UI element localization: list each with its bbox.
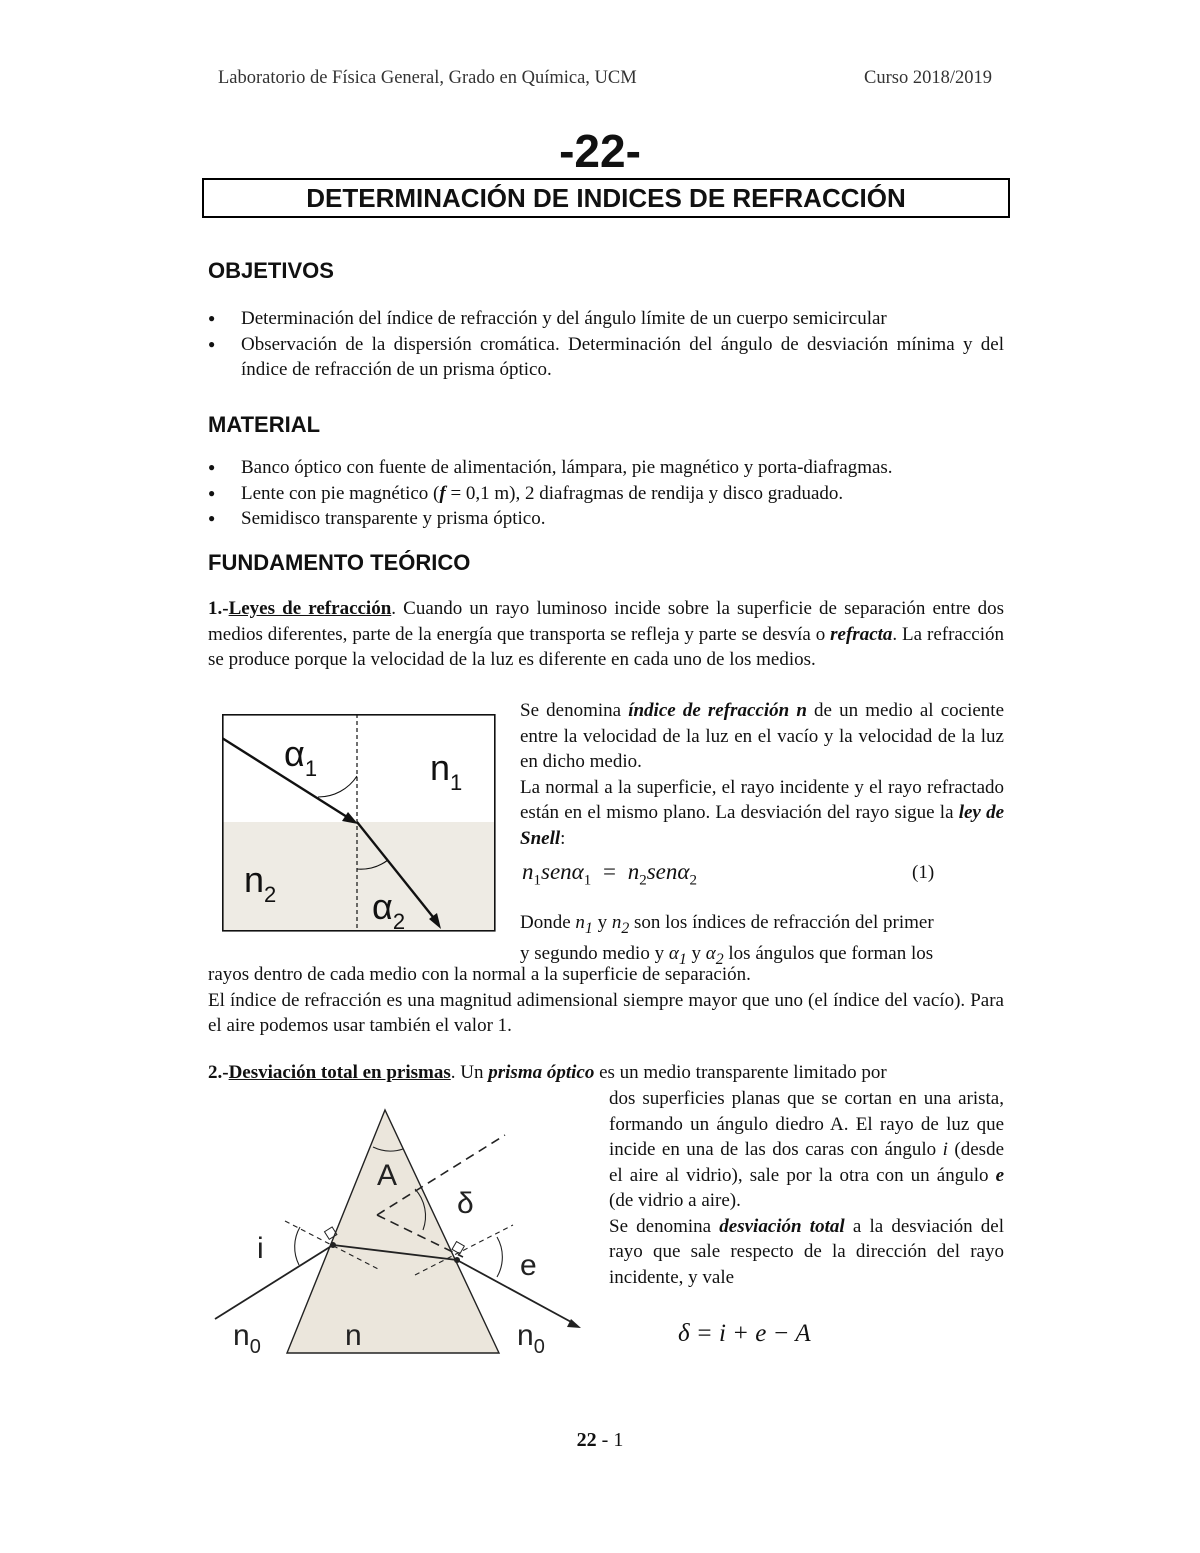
snell-t2: de un medio al cociente entre la velocidad de la luz en el vacío y la velocidad de la luz en dicho medio.	[520, 700, 1004, 772]
eq-sub2: 2	[639, 872, 647, 889]
prisma-term: prisma óptico	[488, 1062, 595, 1083]
snell-t1: Se denomina	[520, 700, 629, 721]
footer-chapter: 22	[576, 1429, 597, 1451]
objetivos-list	[208, 306, 1004, 383]
p2-t3: dos superficies planas que se cortan en una arista, formando un ángulo diedro A. El rayo de luz que incide en una de las dos caras con ángulo	[609, 1088, 1004, 1160]
paragraph-1	[208, 596, 1004, 673]
p2-number: 2.-	[208, 1062, 229, 1083]
objetivos-heading: OBJETIVOS	[208, 258, 334, 283]
paragraph-2-text	[609, 1086, 1004, 1290]
p1-text2: . La refracción se produce porque la velocidad de la luz es diferente en cada uno de los medios.	[208, 623, 1004, 670]
d6: El índice de refracción es una magnitud adimensional siempre mayor que uno (el índice del vacío). Para el aire podemos usar también el valor 1.	[208, 989, 1004, 1036]
p2-e: e	[995, 1164, 1004, 1186]
p2-t7: a la desviación del rayo que sale respecto de la dirección del rayo incidente, y vale	[609, 1215, 1004, 1288]
header-right: Curso 2018/2019	[864, 68, 992, 88]
p1-number: 1.-	[208, 598, 229, 619]
d-a2: α	[705, 943, 716, 965]
d1: Donde	[520, 912, 576, 933]
label-n0-right: $n_0$	[517, 1319, 545, 1358]
p1-title: Leyes de refracción	[228, 598, 392, 619]
p2-title: Desviación total en prismas	[228, 1062, 451, 1083]
d-a2-sub: 2	[715, 951, 724, 969]
label-n0-left: $n_0$	[233, 1319, 261, 1358]
list-item: ● Semidisco transparente y prisma óptico.	[208, 506, 1004, 532]
d-y: y	[592, 912, 612, 933]
eq-sen2: sen	[646, 859, 678, 884]
right-angle-right	[452, 1242, 464, 1254]
ley-snell-term: ley de Snell	[520, 802, 1005, 849]
rayos-text	[208, 962, 1004, 1039]
list-item-lens	[208, 481, 1004, 507]
lens-value: = 0,1 m), 2 diafragmas de rendija y disco graduado.	[445, 482, 844, 504]
running-header	[218, 66, 992, 92]
indice-term: índice de refracción	[628, 700, 790, 721]
fundamento-heading: FUNDAMENTO TEÓRICO	[208, 550, 471, 575]
d-a1-sub: 1	[678, 951, 687, 969]
d-n1: n	[575, 912, 585, 933]
p1-refracta: refracta	[830, 623, 893, 645]
refraction-figure	[222, 714, 496, 932]
n-symbol: n	[796, 700, 807, 721]
eq-equals: =	[603, 859, 616, 884]
eq-alpha: α	[571, 859, 584, 884]
p2-t6: Se denomina	[609, 1215, 720, 1237]
eq-sub2b: 2	[689, 872, 697, 889]
page-title: DETERMINACIÓN DE INDICES DE REFRACCIÓN	[202, 178, 1010, 218]
snell-t3: La normal a la superficie, el rayo incidente y el rayo refractado están en el mismo plano. La desviación del rayo sigue la	[520, 776, 1004, 823]
snell-text	[520, 698, 1004, 851]
eq-sub1b: 1	[583, 872, 592, 889]
d-y2: y	[686, 943, 706, 965]
label-n2: $n_2$	[244, 859, 277, 907]
lens-text: Lente con pie magnético (	[241, 482, 440, 504]
label-i: i	[257, 1232, 264, 1265]
d-n2-sub: 2	[621, 919, 630, 937]
angle-e-arc	[497, 1237, 502, 1277]
label-delta: δ	[457, 1187, 474, 1220]
d5: rayos dentro de cada medio con la normal a la superficie de separación.	[208, 964, 751, 985]
d4: los ángulos que forman los	[723, 943, 934, 965]
label-n: n	[345, 1319, 362, 1352]
deviation-equation: δ = i + e − A	[678, 1320, 811, 1347]
label-A: A	[377, 1159, 398, 1192]
p2-i: i	[942, 1139, 948, 1160]
footer-page: - 1	[596, 1429, 624, 1451]
exit-point	[454, 1257, 460, 1263]
prism-triangle	[287, 1110, 499, 1353]
label-alpha2: $\alpha_2$	[372, 886, 406, 932]
paragraph-2-heading-line	[208, 1060, 1004, 1086]
header-left: Laboratorio de Física General, Grado en Química, UCM	[218, 68, 637, 88]
medium-1	[222, 714, 494, 822]
p2-t5: (de vidrio a aire).	[609, 1190, 741, 1211]
list-item: ● Observación de la dispersión cromática. Determinación del ángulo de desviación mínima y del índice de refracción de un prisma óptico.	[208, 332, 1004, 383]
d-n2: n	[611, 912, 622, 933]
snell-equation	[522, 859, 697, 890]
material-list	[208, 455, 1004, 532]
snell-t4: :	[560, 827, 566, 849]
angle-i-arc	[295, 1227, 300, 1265]
list-item: ● Banco óptico con fuente de alimentación, lámpara, pie magnético y porta-diafragmas.	[208, 455, 1004, 481]
chapter-number: -22-	[559, 125, 641, 177]
label-n1: $n_1$	[430, 747, 463, 795]
p1-text: . Cuando un rayo luminoso incide sobre la superficie de separación entre dos medios diferentes, parte de la energía que transporta se refleja y parte se desvía o	[208, 598, 1004, 645]
d-a1: α	[668, 943, 679, 965]
p2-t1: . Un	[450, 1062, 489, 1083]
f-symbol: f	[439, 482, 446, 504]
eq-n2: n	[627, 859, 640, 884]
material-heading: MATERIAL	[208, 412, 321, 437]
eq-n1: n	[522, 859, 534, 884]
d2: son los índices de refracción del primer	[629, 912, 934, 933]
entry-point	[330, 1242, 336, 1248]
label-alpha1: $\alpha_1$	[284, 733, 318, 781]
eq-alpha2: α	[677, 859, 690, 884]
d3: y segundo medio y	[520, 943, 669, 965]
d-n1-sub: 1	[584, 919, 593, 937]
list-item: ● Determinación del índice de refracción y del ángulo límite de un cuerpo semicircular	[208, 306, 1004, 332]
label-e: e	[520, 1249, 537, 1282]
page-footer	[0, 1428, 1200, 1454]
p2-t4: (desde el aire al vidrio), sale por la otra con un ángulo	[609, 1139, 1004, 1186]
desviacion-term: desviación total	[719, 1215, 845, 1237]
p2-t2: es un medio transparente limitado por	[594, 1062, 887, 1083]
equation-number: (1)	[912, 862, 935, 883]
eq-sub1: 1	[533, 872, 541, 889]
prism-figure	[205, 1105, 590, 1360]
eq-sen: sen	[541, 859, 572, 884]
